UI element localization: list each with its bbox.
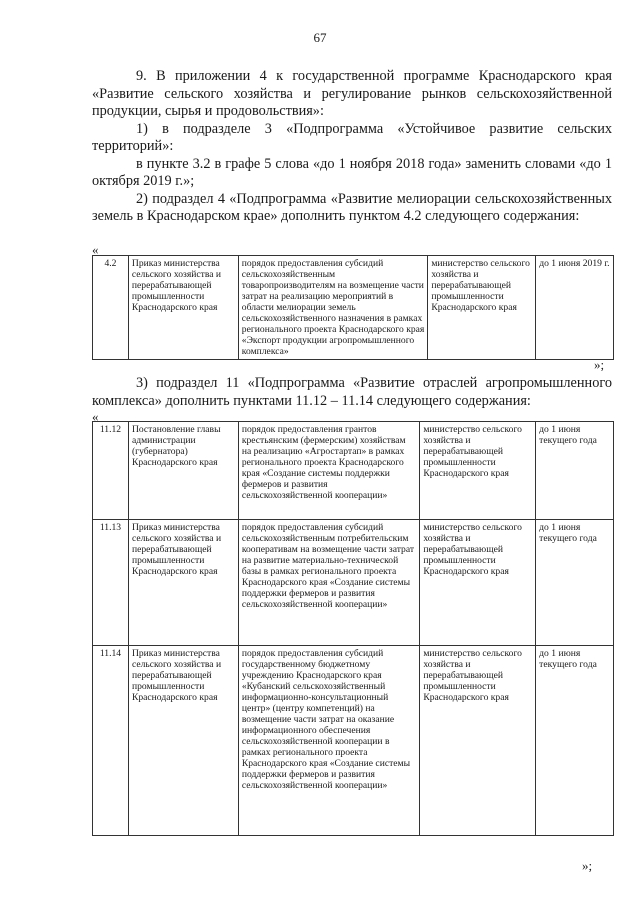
paragraph-4: 2) подраздел 4 «Подпрограмма «Развитие мелиорации сельскохозяйственных земель в Краснодарском крае» дополнить пунктом 4.2 следующего содержания: (92, 190, 612, 224)
table1-open-quote: « (92, 242, 99, 257)
table1-close-quote: »; (594, 357, 605, 372)
row-number: 11.12 (93, 422, 129, 520)
table2-open-quote: « (92, 409, 99, 424)
responsible-executor: министерство сельского хозяйства и перерабатывающей промышленности Краснодарского края (420, 646, 536, 836)
table-1 (92, 255, 614, 360)
page-number: 67 (313, 30, 327, 45)
paragraph-5: 3) подраздел 11 «Подпрограмма «Развитие отраслей агропромышленного комплекса» дополнить пунктами 11.12 – 11.14 следующего содержания: (92, 375, 612, 409)
table-row (93, 646, 614, 836)
table-2 (92, 421, 614, 836)
deadline: до 1 июня текущего года (536, 422, 614, 520)
row-number: 4.2 (93, 256, 129, 360)
responsible-executor: министерство сельского хозяйства и перерабатывающей промышленности Краснодарского края (428, 256, 536, 360)
body-text (92, 68, 612, 226)
document-type: Постановление главы администрации (губернатора) Краснодарского края (128, 422, 238, 520)
table2-close-quote: »; (582, 858, 593, 873)
table-row (93, 256, 614, 360)
row-number: 11.14 (93, 646, 129, 836)
table-row (93, 520, 614, 646)
deadline: до 1 июня текущего года (536, 520, 614, 646)
row-number: 11.13 (93, 520, 129, 646)
paragraph-2: 1) в подразделе 3 «Подпрограмма «Устойчивое развитие сельских территорий»: (92, 120, 612, 154)
table-row (93, 422, 614, 520)
procedure-description: порядок предоставления субсидий государственному бюджетному учреждению Краснодарского края «Кубанский сельскохозяйственный информационно-консультационный центр» (центру компетенций) на возмещение части затрат на оказание информационного обеспечения сельскохозяйственной кооперации в рамках регионального проекта Краснодарского края «Создание системы поддержки фермеров и развития сельскохозяйственной кооперации» (238, 646, 420, 836)
deadline: до 1 июня текущего года (536, 646, 614, 836)
paragraph-1: 9. В приложении 4 к государственной программе Краснодарского края «Развитие сельского хозяйства и регулирование рынков сельскохозяйственной продукции, сырья и продовольствия»: (92, 68, 612, 119)
document-type: Приказ министерства сельского хозяйства и перерабатывающей промышленности Краснодарского края (128, 256, 238, 360)
procedure-description: порядок предоставления субсидий сельскохозяйственным товаропроизводителям на возмещение части затрат на реализацию мероприятий в области мелиорации земель сельскохозяйственного назначения в рамках регионального проекта Краснодарского края «Экспорт продукции агропромышленного комплекса» (238, 256, 428, 360)
paragraph-3: в пункте 3.2 в графе 5 слова «до 1 ноября 2018 года» заменить словами «до 1 октября 2019 г.»; (92, 155, 612, 189)
document-type: Приказ министерства сельского хозяйства и перерабатывающей промышленности Краснодарского края (128, 646, 238, 836)
responsible-executor: министерство сельского хозяйства и перерабатывающей промышленности Краснодарского края (420, 520, 536, 646)
procedure-description: порядок предоставления грантов крестьянским (фермерским) хозяйствам на реализацию «Агростартап» в рамках регионального проекта Краснодарского края «Создание системы поддержки фермеров и развития сельскохозяйственной кооперации» (238, 422, 420, 520)
procedure-description: порядок предоставления субсидий сельскохозяйственным потребительским кооперативам на возмещение части затрат на развитие материально-технической базы в рамках регионального проекта Краснодарского края «Создание системы поддержки фермеров и развития сельскохозяйственной кооперации» (238, 520, 420, 646)
body-text-2 (92, 375, 612, 410)
deadline: до 1 июня 2019 г. (536, 256, 614, 360)
responsible-executor: министерство сельского хозяйства и перерабатывающей промышленности Краснодарского края (420, 422, 536, 520)
document-type: Приказ министерства сельского хозяйства и перерабатывающей промышленности Краснодарского края (128, 520, 238, 646)
